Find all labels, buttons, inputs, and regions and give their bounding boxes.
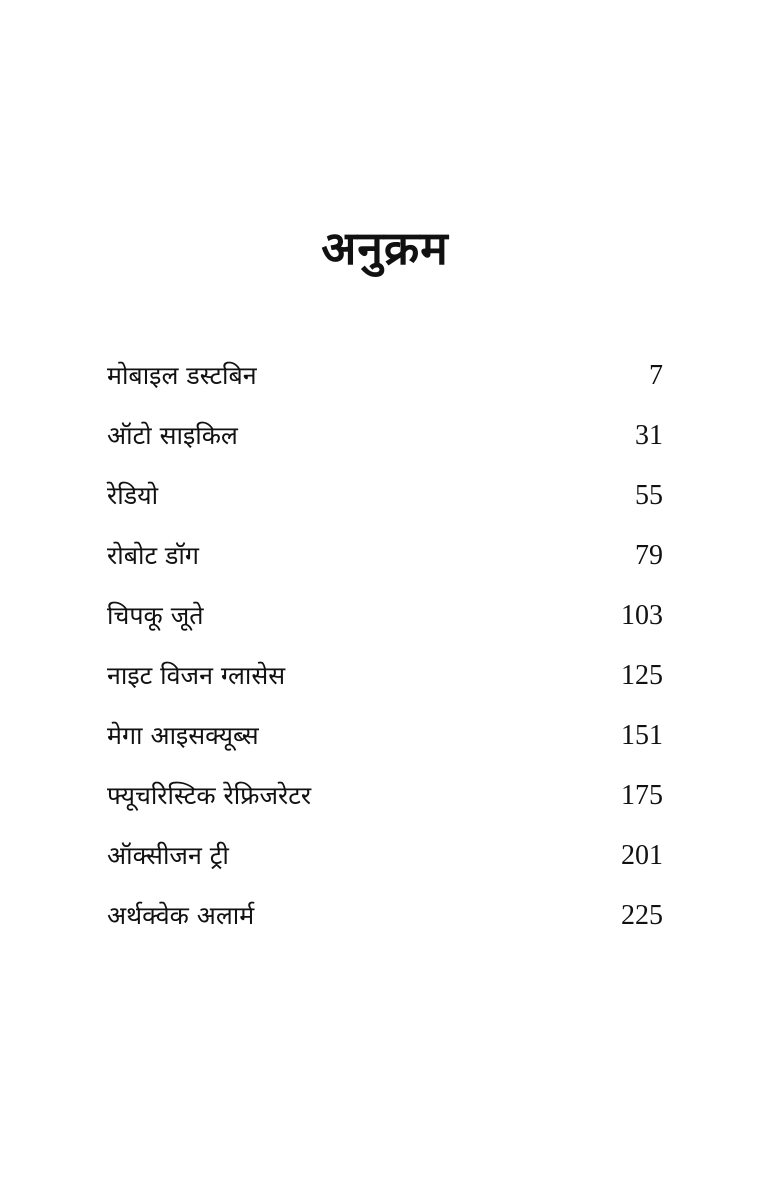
toc-entry-page-number: 225	[621, 900, 663, 931]
toc-entry-title: रोबोट डॉग	[107, 541, 199, 570]
toc-entry-page-number: 7	[649, 360, 663, 391]
table-of-contents	[107, 348, 663, 948]
toc-entry-title: ऑटो साइकिल	[107, 421, 238, 450]
toc-entry-title: मेगा आइसक्यूब्स	[107, 721, 259, 750]
toc-entry	[107, 888, 663, 948]
toc-entry-page-number: 151	[621, 720, 663, 751]
toc-entry-page-number: 55	[635, 480, 663, 511]
toc-entry-title: चिपकू जूते	[107, 601, 204, 630]
toc-entry	[107, 708, 663, 768]
toc-entry-page-number: 201	[621, 840, 663, 871]
toc-entry	[107, 648, 663, 708]
toc-entry	[107, 468, 663, 528]
toc-entry-title: नाइट विजन ग्लासेस	[107, 661, 286, 690]
toc-entry	[107, 588, 663, 648]
toc-entry	[107, 528, 663, 588]
toc-entry-title: फ्यूचरिस्टिक रेफ्रिजरेटर	[107, 781, 312, 810]
toc-entry	[107, 828, 663, 888]
toc-entry-title: ऑक्सीजन ट्री	[107, 841, 229, 870]
toc-entry-title: रेडियो	[107, 481, 159, 510]
toc-entry-page-number: 31	[635, 420, 663, 451]
toc-entry-title: मोबाइल डस्टबिन	[107, 361, 257, 390]
toc-entry-page-number: 175	[621, 780, 663, 811]
contents-heading: अनुक्रम	[321, 221, 449, 275]
toc-entry	[107, 348, 663, 408]
toc-entry-title: अर्थक्वेक अलार्म	[107, 901, 255, 930]
toc-entry-page-number: 79	[635, 540, 663, 571]
toc-entry-page-number: 103	[621, 600, 663, 631]
toc-entry	[107, 408, 663, 468]
toc-entry-page-number: 125	[621, 660, 663, 691]
toc-entry	[107, 768, 663, 828]
